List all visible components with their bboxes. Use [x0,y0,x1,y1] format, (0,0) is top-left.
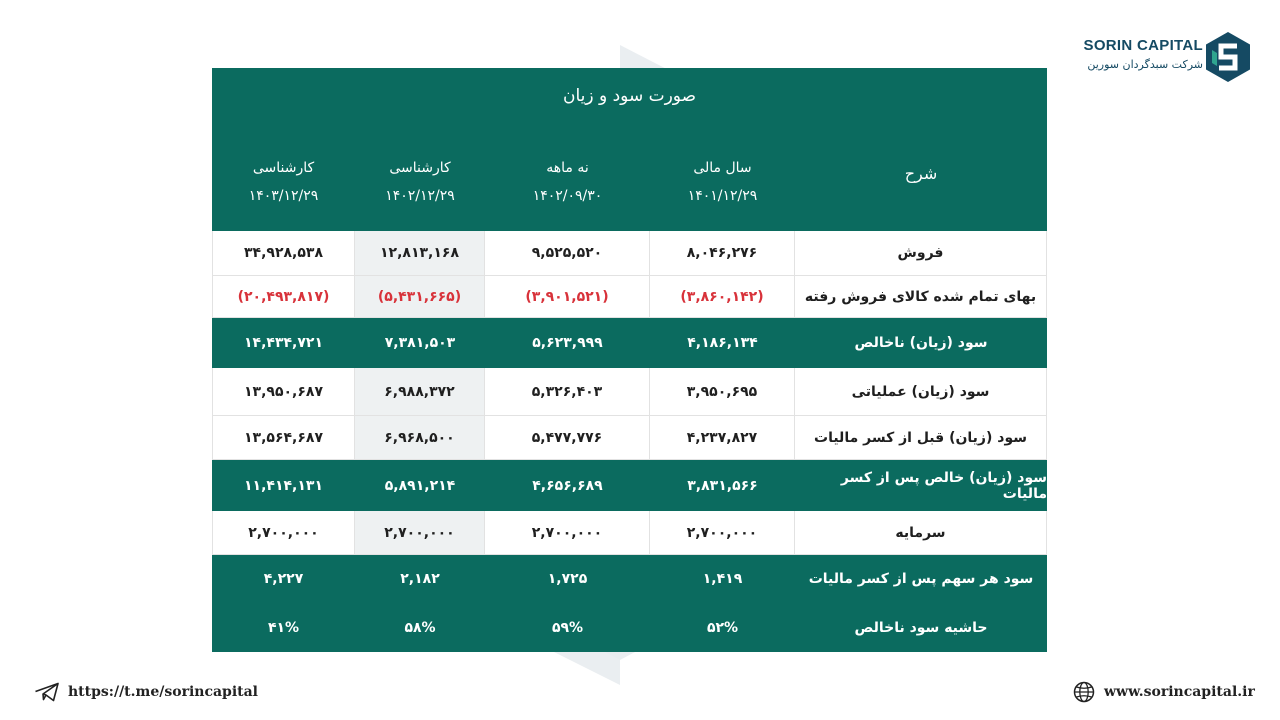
column-label: نه ماهه [546,160,589,176]
value-cell: ۵,۳۲۶,۴۰۳ [485,368,650,416]
income-statement-table [212,68,1047,652]
telegram-link[interactable] [34,680,258,704]
value-cell: ۲,۷۰۰,۰۰۰ [650,511,795,555]
sorin-logo-icon [1206,32,1250,82]
brand-logo [1075,30,1255,86]
row-label: سود (زیان) خالص پس از کسر مالیات [840,469,1047,502]
table-row-highlight [212,460,1047,511]
column-date: ۱۴۰۲/۰۹/۳۰ [532,188,603,204]
column-label: کارشناسی [389,160,451,176]
column-date: ۱۴۰۳/۱۲/۲۹ [248,188,319,204]
value-cell: ۴,۲۲۷ [263,571,304,587]
column-header-1 [650,156,795,208]
column-header-3 [355,156,485,208]
value-cell: ۵۸% [404,619,436,636]
value-cell: ۵۲% [706,619,739,636]
value-cell: ۸,۰۴۶,۲۷۶ [650,231,795,276]
value-cell: ۵,۶۲۳,۹۹۹ [532,335,603,351]
column-header-2 [485,156,650,208]
value-cell: ۱۱,۴۱۴,۱۳۱ [244,477,323,494]
value-cell: ۴,۶۵۶,۶۸۹ [532,477,603,494]
value-cell: ۶,۹۸۸,۳۷۲ [355,368,485,416]
value-cell: ۱,۴۱۹ [702,571,743,587]
table-row-highlight [212,555,1047,603]
negative-value-cell: (۲۰,۴۹۳,۸۱۷) [212,276,355,318]
description-header: شرح [904,164,938,183]
value-cell: ۱۳,۹۵۰,۶۸۷ [212,368,355,416]
column-label: سال مالی [693,160,752,176]
table-row [212,416,1047,460]
value-cell: ۱۳,۵۶۴,۶۸۷ [212,416,355,460]
value-cell: ۴,۲۳۷,۸۲۷ [650,416,795,460]
value-cell: ۵,۴۷۷,۷۷۶ [485,416,650,460]
website-link[interactable] [1073,680,1255,704]
row-label: سود (زیان) عملیاتی [795,368,1047,416]
row-label: حاشیه سود ناخالص [854,619,988,636]
value-cell: ۵,۸۹۱,۲۱۴ [384,477,456,494]
negative-value-cell: (۳,۹۰۱,۵۲۱) [485,276,650,318]
brand-name-en: SORIN CAPITAL [1083,37,1203,54]
telegram-url[interactable]: https://t.me/sorincapital [68,684,259,700]
table-title: صورت سود و زیان [562,86,697,106]
column-header-4 [212,156,355,208]
value-cell: ۲,۷۰۰,۰۰۰ [212,511,355,555]
row-label: فروش [795,231,1047,276]
value-cell: ۶,۹۶۸,۵۰۰ [355,416,485,460]
value-cell: ۳,۹۵۰,۶۹۵ [650,368,795,416]
table-header [212,68,1047,231]
brand-name-fa: شرکت سبدگردان سورین [1087,58,1203,71]
value-cell: ۷,۳۸۱,۵۰۳ [384,335,456,351]
table-row [212,368,1047,416]
value-cell: ۱۴,۴۳۴,۷۲۱ [244,335,323,351]
table-row-highlight [212,603,1047,652]
value-cell: ۱,۷۲۵ [547,571,588,587]
negative-value-cell: (۵,۴۳۱,۶۶۵) [355,276,485,318]
column-date: ۱۴۰۲/۱۲/۲۹ [385,188,455,204]
value-cell: ۴,۱۸۶,۱۳۴ [687,335,758,351]
column-date: ۱۴۰۱/۱۲/۲۹ [687,188,758,204]
row-label: سود (زیان) ناخالص [854,335,988,351]
value-cell: ۵۹% [551,619,584,636]
value-cell: ۲,۷۰۰,۰۰۰ [485,511,650,555]
row-label: بهای تمام شده کالای فروش رفته [795,276,1047,318]
row-label: سود هر سهم پس از کسر مالیات [808,571,1034,587]
row-label: سرمایه [795,511,1047,555]
value-cell: ۲,۷۰۰,۰۰۰ [355,511,485,555]
value-cell: ۲,۱۸۲ [400,571,440,587]
table-row [212,231,1047,276]
negative-value-cell: (۳,۸۶۰,۱۴۲) [650,276,795,318]
row-label: سود (زیان) قبل از کسر مالیات [795,416,1047,460]
table-row [212,276,1047,318]
value-cell: ۳,۸۳۱,۵۶۶ [687,477,758,494]
table-row [212,511,1047,555]
column-label: کارشناسی [252,160,315,176]
globe-icon [1073,681,1095,703]
value-cell: ۳۴,۹۲۸,۵۳۸ [212,231,355,276]
website-url[interactable]: www.sorincapital.ir [1104,684,1255,700]
value-cell: ۱۲,۸۱۳,۱۶۸ [355,231,485,276]
table-row-highlight [212,318,1047,368]
value-cell: ۴۱% [267,619,300,636]
value-cell: ۹,۵۲۵,۵۲۰ [485,231,650,276]
telegram-icon [34,682,60,702]
